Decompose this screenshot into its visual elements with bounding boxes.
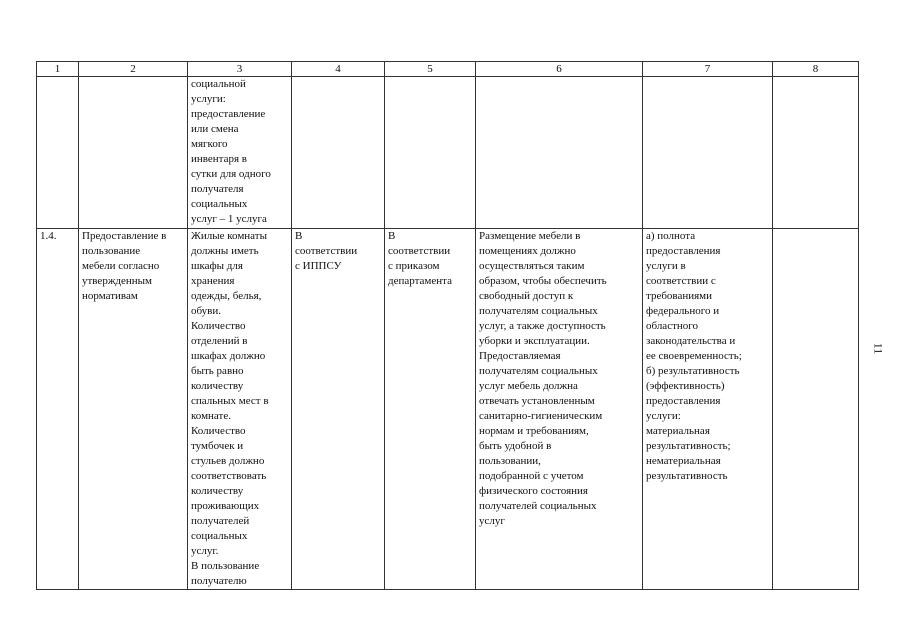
cell-number: 1.4.: [37, 229, 79, 590]
cell-conditions: [773, 229, 859, 590]
header-col-2: 2: [79, 62, 188, 77]
header-col-4: 4: [292, 62, 385, 77]
cell-service-name: Предоставление в пользование мебели согласно утвержденным нормативам: [79, 229, 188, 590]
header-col-6: 6: [476, 62, 643, 77]
header-col-8: 8: [773, 62, 859, 77]
header-col-5: 5: [385, 62, 476, 77]
cell-volume: [292, 77, 385, 229]
cell-quality: [476, 77, 643, 229]
cell-description: социальной услуги: предоставление или смена мягкого инвентаря в сутки для одного получателя социальных услуг – 1 услуга: [188, 77, 292, 229]
cell-service-name: [79, 77, 188, 229]
cell-volume: В соответствии с ИППСУ: [292, 229, 385, 590]
services-table: [36, 61, 859, 590]
table-row: [37, 229, 859, 590]
cell-quality: Размещение мебели в помещениях должно осуществляться таким образом, чтобы обеспечить свободный доступ к получателям социальных услуг, а также доступность уборки и эксплуатации. Предоставляемая получателям социальных услуг мебель должна отвечать установленным санитарно-гигиеническим нормам и требованиям, быть удобной в пользовании, подобранной с учетом физического состояния получателей социальных услуг: [476, 229, 643, 590]
cell-conditions: [773, 77, 859, 229]
cell-timing: В соответствии с приказом департамента: [385, 229, 476, 590]
page-number: 11: [871, 342, 886, 355]
cell-timing: [385, 77, 476, 229]
header-row: [37, 62, 859, 77]
cell-number: [37, 77, 79, 229]
header-col-3: 3: [188, 62, 292, 77]
cell-description: Жилые комнаты должны иметь шкафы для хранения одежды, белья, обуви. Количество отделений в шкафах должно быть равно количеству спальных мест в комнате. Количество тумбочек и стульев должно соответствовать количеству проживающих получателей социальных услуг. В пользование получателю: [188, 229, 292, 590]
table-row: [37, 77, 859, 229]
cell-evaluation: а) полнота предоставления услуги в соответствии с требованиями федерального и областного законодательства и ее своевременность; б) результативность (эффективность) предоставления услуги: материальная результативность; нематериальная результативность: [643, 229, 773, 590]
cell-evaluation: [643, 77, 773, 229]
header-col-7: 7: [643, 62, 773, 77]
header-col-1: 1: [37, 62, 79, 77]
